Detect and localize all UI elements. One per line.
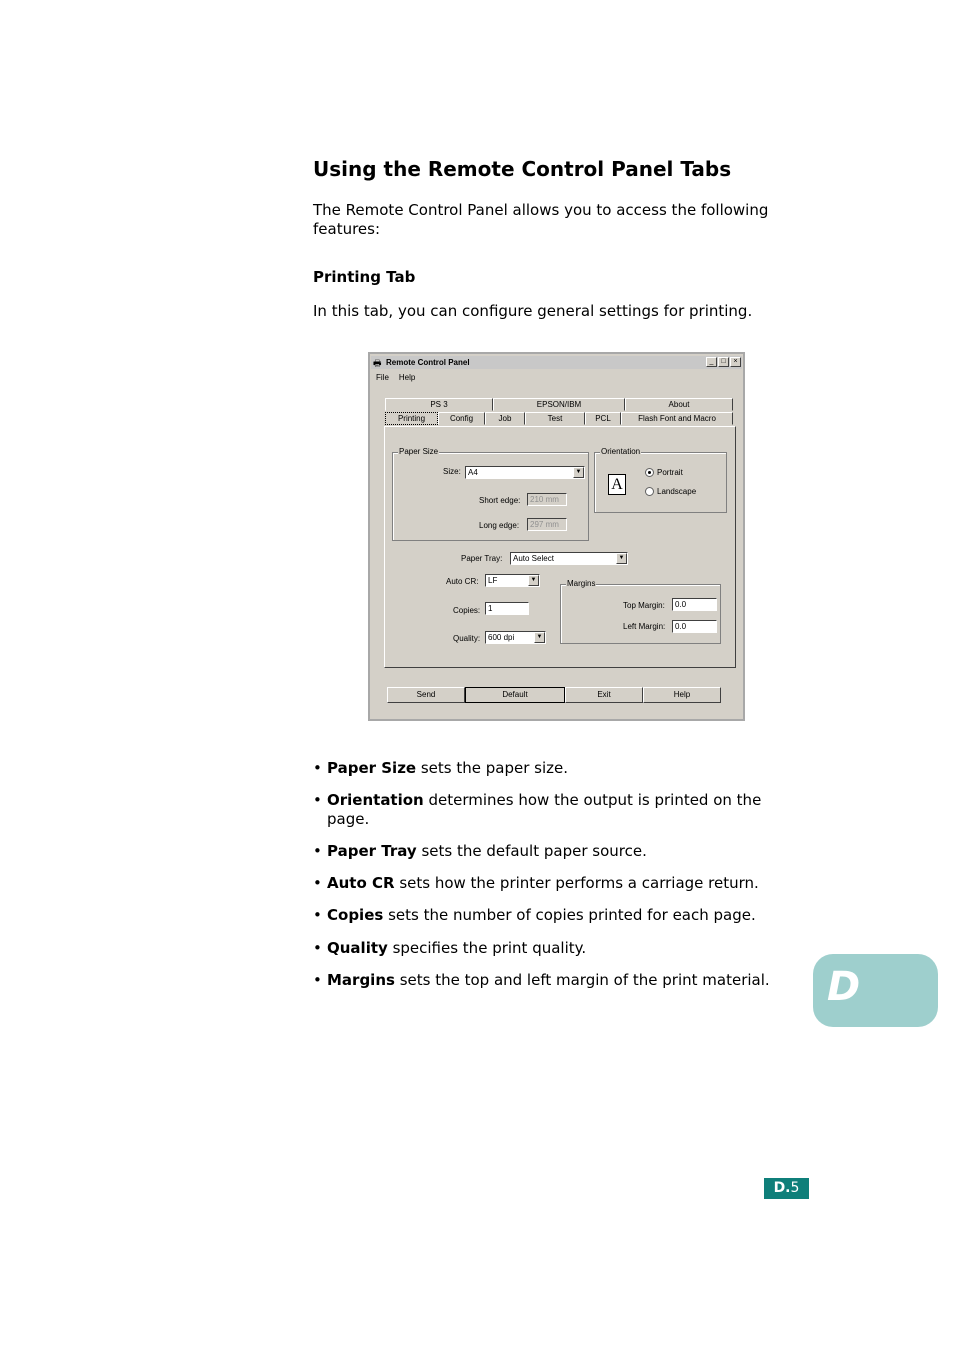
auto-cr-value: LF	[488, 576, 498, 585]
send-button[interactable]: Send	[387, 687, 465, 703]
list-item: • Copies sets the number of copies printed for each page.	[313, 906, 793, 925]
tab-flash-font-macro[interactable]: Flash Font and Macro	[621, 412, 733, 425]
menu-file[interactable]: File	[376, 373, 389, 382]
dialog-button-row	[387, 687, 721, 703]
quality-value: 600 dpi	[488, 633, 515, 642]
list-item: • Margins sets the top and left margin of the print material.	[313, 971, 793, 990]
left-margin-label: Left Margin:	[623, 622, 666, 631]
long-edge-label: Long edge:	[479, 521, 520, 530]
top-margin-input[interactable]: 0.0	[672, 598, 717, 611]
printing-tab-heading: Printing Tab	[313, 268, 416, 286]
chevron-down-icon[interactable]: ▼	[528, 575, 539, 586]
printing-tab-description: In this tab, you can configure general settings for printing.	[313, 302, 753, 320]
short-edge-label: Short edge:	[479, 496, 521, 505]
exit-button[interactable]: Exit	[565, 687, 643, 703]
landscape-radio[interactable]	[645, 487, 654, 496]
paper-tray-label: Paper Tray:	[461, 554, 503, 563]
tab-ps3[interactable]: PS 3	[385, 398, 493, 411]
size-dropdown[interactable]	[465, 466, 585, 479]
size-value: A4	[468, 468, 478, 477]
minimize-button[interactable]: _	[706, 357, 717, 367]
default-button[interactable]: Default	[465, 687, 565, 703]
short-edge-field: 210 mm	[527, 493, 567, 506]
printing-tab-panel	[384, 426, 736, 668]
portrait-page-icon: A	[608, 474, 626, 495]
portrait-radio[interactable]	[645, 468, 654, 477]
margins-group-title: Margins	[567, 579, 596, 588]
tab-about[interactable]: About	[625, 398, 733, 411]
intro-paragraph: The Remote Control Panel allows you to access the following features:	[313, 201, 769, 238]
printer-icon: 🖶	[373, 357, 382, 368]
top-margin-label: Top Margin:	[623, 601, 665, 610]
tab-epson-ibm[interactable]: EPSON/IBM	[493, 398, 625, 411]
quality-dropdown[interactable]	[485, 631, 546, 644]
menu-help[interactable]: Help	[398, 373, 416, 382]
chevron-down-icon[interactable]: ▼	[573, 467, 584, 478]
paper-tray-dropdown[interactable]	[510, 552, 628, 565]
landscape-label: Landscape	[657, 487, 697, 496]
chapter-letter: D	[827, 964, 861, 1010]
section-heading: Using the Remote Control Panel Tabs	[313, 157, 732, 181]
page-number: 5	[790, 1180, 800, 1196]
auto-cr-dropdown[interactable]	[485, 574, 540, 587]
left-margin-input[interactable]: 0.0	[672, 620, 717, 633]
chevron-down-icon[interactable]: ▼	[616, 553, 627, 564]
window-title: Remote Control Panel	[386, 358, 470, 367]
orientation-group-title: Orientation	[601, 447, 641, 456]
copies-input[interactable]: 1	[485, 602, 529, 615]
chapter-tab	[813, 954, 938, 1027]
tab-job[interactable]: Job	[485, 412, 525, 425]
close-button[interactable]: ×	[730, 357, 741, 367]
quality-label: Quality:	[453, 634, 481, 643]
margins-group	[560, 579, 721, 644]
copies-label: Copies:	[453, 606, 481, 615]
list-item: • Orientation determines how the output is printed on the page.	[313, 791, 793, 829]
orientation-group	[594, 447, 727, 513]
portrait-label: Portrait	[657, 468, 683, 477]
maximize-button[interactable]: □	[718, 357, 729, 367]
title-bar	[371, 356, 742, 369]
chevron-down-icon[interactable]: ▼	[534, 632, 545, 643]
tab-pcl[interactable]: PCL	[585, 412, 621, 425]
paper-size-group	[392, 447, 589, 541]
page-number-badge	[764, 1178, 809, 1199]
remote-control-panel-window	[368, 352, 745, 721]
list-item: • Auto CR sets how the printer performs a carriage return.	[313, 874, 793, 893]
tab-printing[interactable]: Printing	[385, 412, 438, 425]
tab-config[interactable]: Config	[438, 412, 485, 425]
page-chapter: D.	[773, 1180, 791, 1196]
tab-row-front	[385, 412, 733, 425]
feature-list	[313, 759, 793, 990]
menu-bar	[376, 373, 415, 382]
paper-size-group-title: Paper Size	[399, 447, 439, 456]
help-button[interactable]: Help	[643, 687, 721, 703]
tab-row-back	[385, 398, 733, 411]
tab-test[interactable]: Test	[525, 412, 585, 425]
paper-tray-value: Auto Select	[513, 554, 554, 563]
list-item: • Paper Size sets the paper size.	[313, 759, 793, 778]
long-edge-field: 297 mm	[527, 518, 567, 531]
size-label: Size:	[443, 467, 461, 476]
list-item: • Quality specifies the print quality.	[313, 939, 793, 958]
auto-cr-label: Auto CR:	[446, 577, 479, 586]
list-item: • Paper Tray sets the default paper source.	[313, 842, 793, 861]
